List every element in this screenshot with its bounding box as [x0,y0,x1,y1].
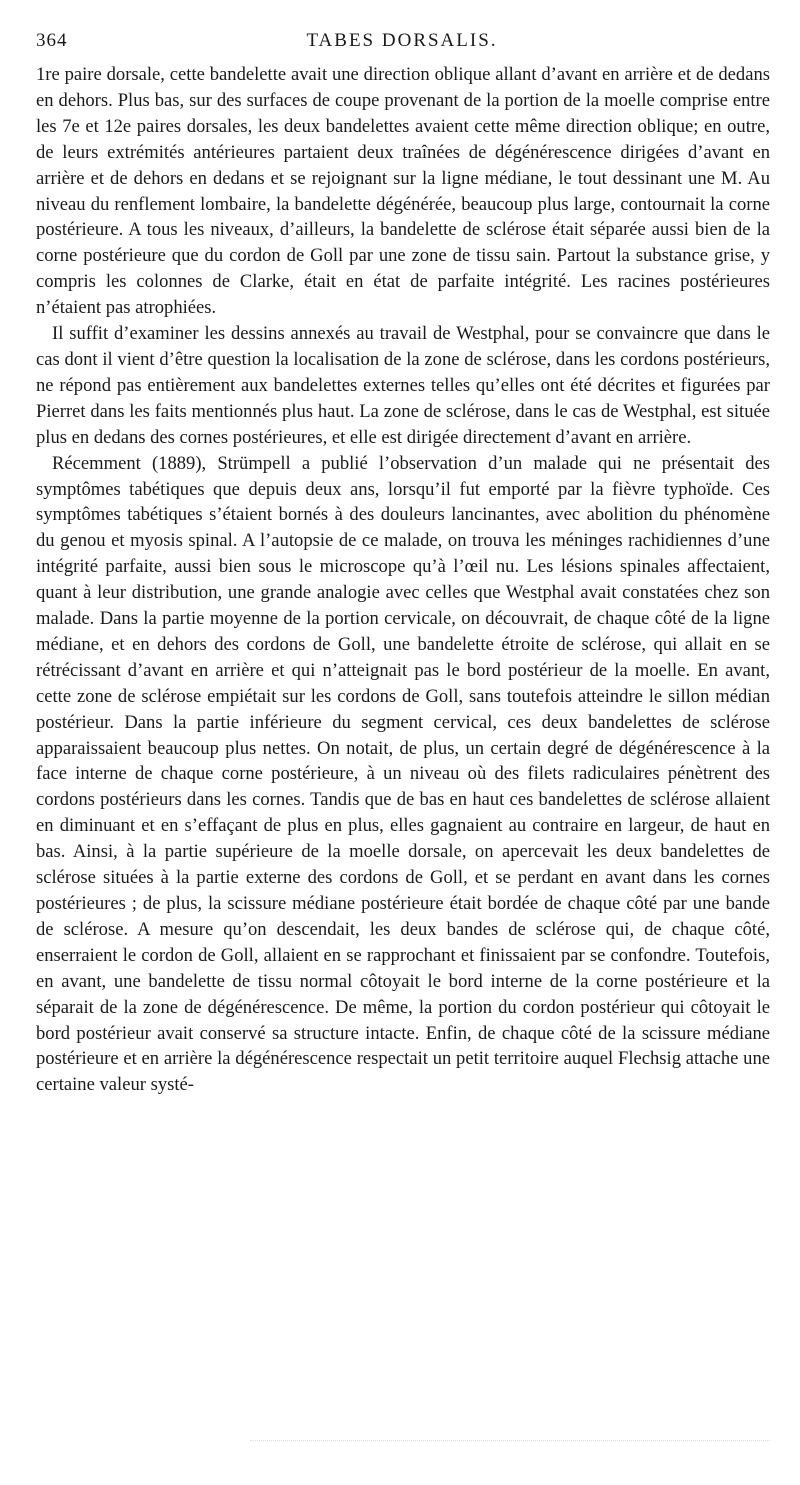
running-head [36,30,768,56]
page-bottom-specks [250,1440,770,1447]
paragraph-strumpell-observation: Récemment (1889), Strümpell a publié l’observation d’un malade qui ne présentait des symptômes tabétiques que depuis deux ans, lorsqu’il fut emporté par la fièvre typhoïde. Ces symptômes tabétiques s’étaient bornés à des douleurs lancinantes, avec abolition du phénomène du genou et myosis spinal. A l’autopsie de ce malade, on trouva les méninges rachidiennes d’une intégrité parfaite, aussi bien sous le microscope qu’à l’œil nu. Les lésions spinales affectaient, quant à leur distribution, une grande analogie avec celles que Westphal avait constatées chez son malade. Dans la partie moyenne de la portion cervicale, on découvrait, de chaque côté de la ligne médiane, et en dehors des cordons de Goll, une bandelette étroite de sclérose, qui allait en se rétrécissant d’avant en arrière et qui n’atteignait pas le bord postérieur de la moelle. En avant, cette zone de sclérose empiétait sur les cordons de Goll, sans toutefois atteindre le sillon médian postérieur. Dans la partie inférieure du segment cervical, ces deux bandelettes de sclérose apparaissaient beaucoup plus nettes. On notait, de plus, un certain degré de dégénérescence à la face interne de chaque corne postérieure, à un niveau où des filets radiculaires pénètrent des cordons postérieurs dans les cornes. Tandis que de bas en haut ces bandelettes de sclérose allaient en diminuant et en s’effaçant de plus en plus, elles gagnaient au contraire en largeur, de haut en bas. Ainsi, à la partie supérieure de la moelle dorsale, on apercevait les deux bandelettes de sclérose situées à la partie externe des cordons de Goll, et se perdant en avant dans les cornes postérieures ; de plus, la scissure médiane postérieure était bordée de chaque côté par une bande de sclérose. A mesure qu’on descendait, les deux bandes de sclérose qui, de chaque côté, enserraient le cordon de Goll, allaient en se rapprochant et finissaient par se confondre. Toutefois, en avant, une bandelette de tissu normal côtoyait le bord interne de la corne postérieure et la séparait de la zone de dégénérescence. De même, la portion du cordon postérieur qui côtoyait le bord postérieur avait conservé sa structure intacte. Enfin, de chaque côté de la scissure médiane postérieure et en arrière la dégénérescence respectait un petit territoire auquel Flechsig attache une certaine valeur systé- [36,452,770,1096]
running-title: TABES DORSALIS. [306,30,498,51]
paragraph-westphal-case-continued: 1re paire dorsale, cette bandelette avait une direction oblique allant d’avant en arrière et de dedans en dehors. Plus bas, sur des surfaces de coupe provenant de la portion de la moelle comprise entre les 7e et 12e paires dorsales, les deux bandelettes avaient cette même direction oblique; en outre, de leurs extrémités antérieures partaient deux traînées de dégénérescence dirigées d’avant en arrière et de dehors en dedans et se rejoignant sur la ligne médiane, le tout dessinant une M. Au niveau du renflement lombaire, la bandelette dégénérée, beaucoup plus large, contournait la corne postérieure. A tous les niveaux, d’ailleurs, la bandelette de sclérose était séparée aussi bien de la corne postérieure que du cordon de Goll par une zone de tissu sain. Partout la substance grise, y compris les colonnes de Clarke, était en état de parfaite intégrité. Les racines postérieures n’étaient pas atrophiées. [36,64,770,319]
paragraph-westphal-comparison: Il suffit d’examiner les dessins annexés au travail de Westphal, pour se convaincre que dans le cas dont il vient d’être question la localisation de la zone de sclérose, dans les cordons postérieurs, ne répond pas entièrement aux bandelettes externes telles qu’elles ont été décrites et figurées par Pierret dans les faits mentionnés plus haut. La zone de sclérose, dans le cas de Westphal, est située plus en dedans des cornes postérieures, et elle est dirigée directement d’avant en arrière. [36,323,770,448]
page-number: 364 [36,30,68,51]
body-text [36,62,770,1098]
